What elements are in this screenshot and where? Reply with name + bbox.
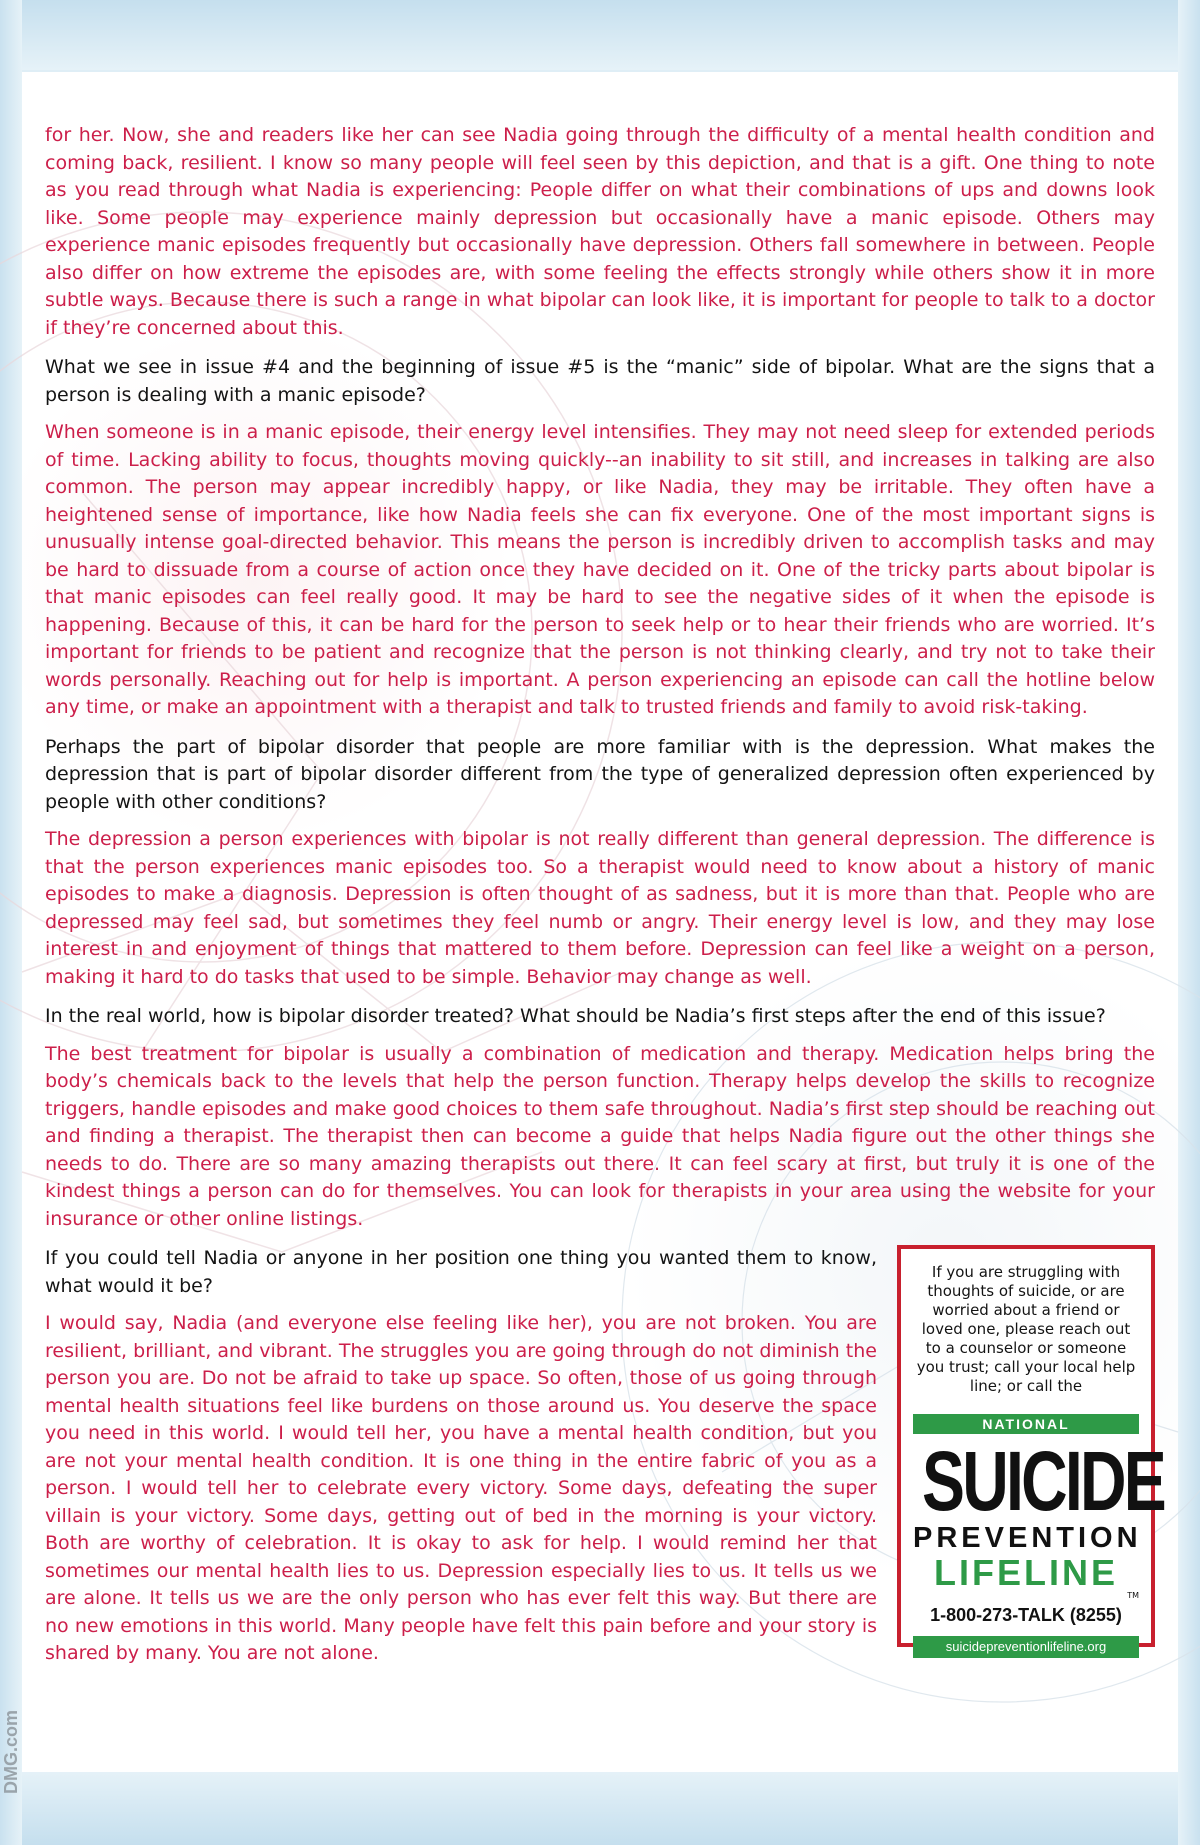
question-manic-signs: What we see in issue #4 and the beginning of issue #5 is the “manic” side of bipolar. What are the signs that a person is dealing with a manic episode? xyxy=(45,356,1155,406)
background-left-band xyxy=(0,0,22,1845)
background-right-band xyxy=(1178,0,1200,1845)
suicide-prevention-hotline-box xyxy=(897,1245,1164,1654)
final-section xyxy=(45,1245,1164,1668)
answer-manic-signs: When someone is in a manic episode, their energy level intensifies. They may not need sleep for extended periods of time. Lacking ability to focus, thoughts moving quickly--an inability to sit still, and increases in talking are also common. The person may appear incredibly happy, or like Nadia, they may be irritable. They often have a heightened sense of importance, like how Nadia feels she can fix everyone. One of the most important signs is unusually intense goal-directed behavior. This means the person is incredibly driven to accomplish tasks and may be hard to dissuade from a course of action once they have decided on it. One of the tricky parts about bipolar is that manic episodes can feel really good. It may be hard to see the negative sides of it when the episode is happening. Because of this, it can be hard for the person to seek help or to hear their friends who are worried. It’s important for friends to be patient and recognize that the person is not thinking clearly, and try not to take their words personally. Reaching out for help is important. A person experiencing an episode can call the hotline below any time, or make an appointment with a therapist and talk to trusted friends and family to avoid risk-taking. xyxy=(45,421,1155,718)
lifeline-suicide-label: SUICIDE xyxy=(922,1434,1164,1528)
lifeline-website-link[interactable]: suicidepreventionlifeline.org xyxy=(913,1636,1139,1658)
lifeline-prevention-label: PREVENTION xyxy=(913,1522,1142,1554)
question-one-thing: If you could tell Nadia or anyone in her position one thing you wanted them to know, what would it be? xyxy=(45,1247,877,1297)
background-top-band xyxy=(0,0,1200,70)
question-treatment: In the real world, how is bipolar disorder treated? What should be Nadia’s first steps after the end of this issue? xyxy=(45,1005,1106,1027)
article-body xyxy=(45,122,1164,1668)
question-depression: Perhaps the part of bipolar disorder that people are more familiar with is the depression. What makes the depression that is part of bipolar disorder different from the type of generalized depression often experienced by people with other conditions? xyxy=(45,735,1155,813)
lifeline-national-label: NATIONAL xyxy=(913,1414,1139,1434)
answer-paragraph-1: for her. Now, she and readers like her can see Nadia going through the difficulty of a mental health condition and coming back, resilient. I know so many people will feel seen by this depiction, and that is a gift. One thing to note as you read through what Nadia is experiencing: People differ on what their combinations of ups and downs look like. Some people may experience mainly depression but occasionally have a manic episode. Others may experience manic episodes frequently but occasionally have depression. Others fall somewhere in between. People also differ on how extreme the episodes are, with some feeling the effects strongly while others show it in more subtle ways. Because there is such a range in what bipolar can look like, it is important for people to talk to a doctor if they’re concerned about this. xyxy=(45,124,1155,339)
hotline-message: If you are struggling with thoughts of suicide, or are worried about a friend or loved one, please reach out to a counselor or someone you trust; call your local help line; or call the xyxy=(916,1263,1136,1395)
background-bottom-band xyxy=(0,1770,1200,1845)
trademark-mark: TM xyxy=(1127,1591,1139,1600)
answer-depression: The depression a person experiences with bipolar is not really different than general depression. The difference is that the person experiences manic episodes too. So a therapist would need to know about a history of manic episodes to make a diagnosis. Depression is often thought of as sadness, but it is more than that. People who are depressed may feel sad, but sometimes they feel numb or angry. Their energy level is low, and they may lose interest in and enjoyment of things that mattered to them before. Depression can feel like a weight on a person, making it hard to do tasks that used to be simple. Behavior may change as well. xyxy=(45,828,1155,988)
lifeline-phone-number: 1-800-273-TALK (8255) xyxy=(930,1605,1122,1625)
answer-treatment: The best treatment for bipolar is usually a combination of medication and therapy. Medication helps bring the body’s chemicals back to the levels that help the person function. Therapy helps develop the skills to recognize triggers, handle episodes and make good choices to them safe throughout. Nadia’s first step should be reaching out and finding a therapist. The therapist then can become a guide that helps Nadia figure out the other things she needs to do. There are so many amazing therapists out there. It can feel scary at first, but truly it is one of the kindest things a person can do for themselves. You can look for therapists in your area using the website for your insurance or other online listings. xyxy=(45,1042,1155,1230)
final-text-column xyxy=(45,1245,877,1668)
dmg-watermark-logo xyxy=(1,1672,30,1832)
lifeline-lifeline-label: LIFELINE xyxy=(934,1552,1118,1593)
dmg-watermark-text: DMG.com xyxy=(1,1709,21,1795)
answer-one-thing: I would say, Nadia (and everyone else feeling like her), you are not broken. You are resilient, brilliant, and vibrant. The struggles you are going through do not diminish the person you are. Do not be afraid to take up space. So often, those of us going through mental health situations feel like burdens on those around us. You deserve the space you need in this world. I would tell her, you have a mental health condition, but you are not your mental health condition. It is one thing in the entire fabric of you as a person. I would tell her to celebrate every victory. Some days, defeating the super villain is your victory. Some days, getting out of bed in the morning is your victory. Both are worthy of celebration. It is okay to ask for help. I would remind her that sometimes our mental health lies to us. Depression especially lies to us. It tells us we are alone. It tells us we are the only person who has ever felt this way. But there are no new emotions in this world. Many people have felt this pain before and your story is shared by many. You are not alone. xyxy=(45,1312,877,1664)
